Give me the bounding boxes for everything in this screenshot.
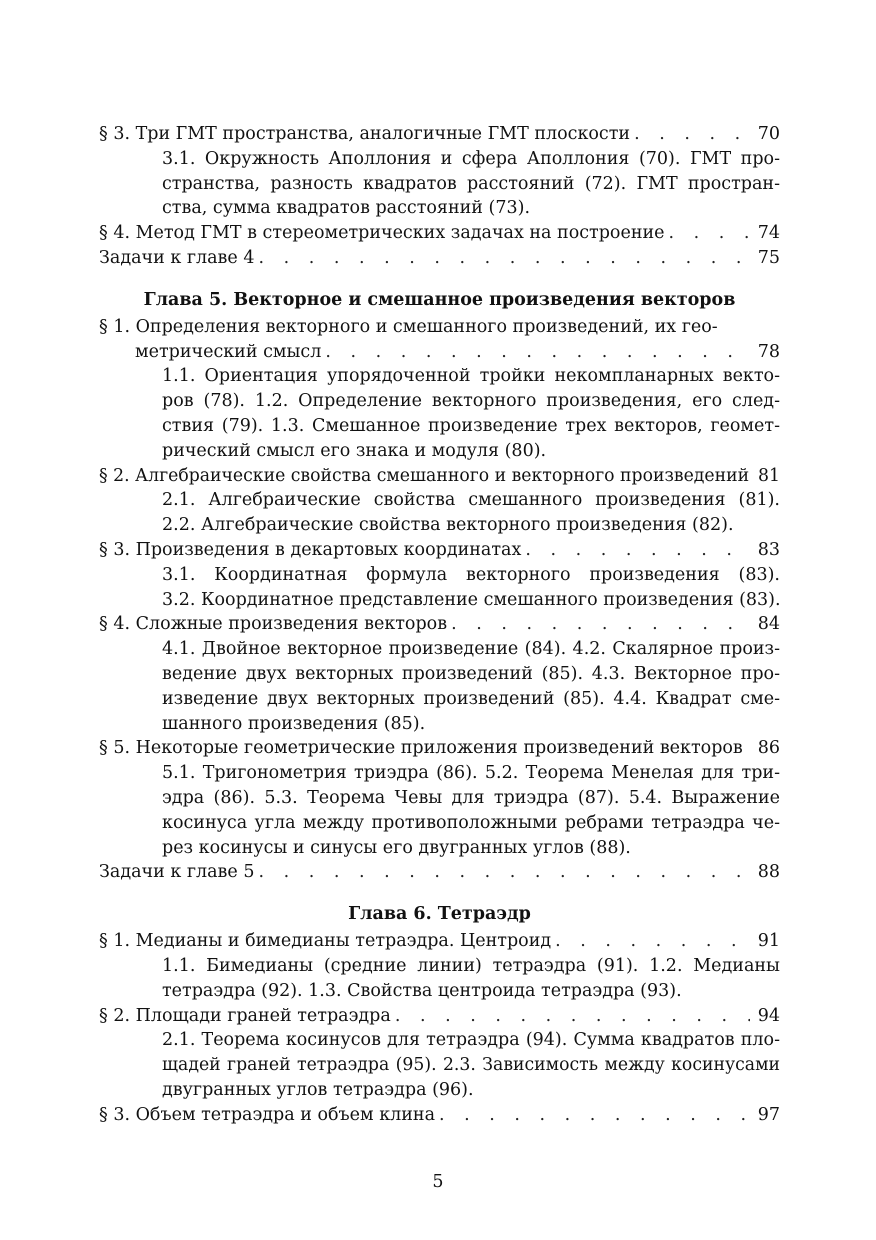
leader-dots (521, 538, 749, 563)
toc-subsection-text: ведение двух векторных произведений (85). 4.3. Векторное про- (162, 663, 780, 684)
leader-dots (254, 246, 749, 271)
toc-entry-title: § 3. Три ГМТ пространства, аналогичные ГМТ плоскости (99, 124, 631, 144)
toc-subsection-text: странства, разность квадратов расстояний (72). ГМТ простран- (162, 173, 780, 194)
toc-subsection-text: 2.1. Теорема косинусов для тетраэдра (94). Сумма квадратов пло- (162, 1030, 780, 1051)
leader-dots (665, 221, 750, 246)
toc-subsection-text: двугранных углов тетраэдра (96). (162, 1079, 474, 1100)
toc-entry-ch4-s4[interactable] (99, 221, 780, 246)
toc-subsection-line (99, 439, 780, 464)
toc-entry-title: § 1. Медианы и бимедианы тетраэдра. Центроид (99, 931, 552, 952)
toc-entry-title: Задачи к главе 5 (99, 862, 255, 883)
table-of-contents (99, 122, 780, 1127)
toc-subsection-line (99, 761, 780, 786)
toc-subsection-line (99, 1053, 780, 1078)
toc-entry-title: Задачи к главе 4 (99, 247, 255, 268)
toc-subsection-text: 4.1. Двойное векторное произведение (84). 4.2. Скалярное произ- (162, 639, 780, 660)
toc-subsection-text: эдра (86). 5.3. Теорема Чевы для триэдра (87). 5.4. Выражение (162, 787, 780, 808)
toc-entry-ch6-s3[interactable] (99, 1103, 780, 1128)
toc-subsection-text: изведение двух векторных произведений (85). 4.4. Квадрат сме- (162, 688, 780, 709)
toc-subsection-line (99, 1078, 780, 1103)
toc-subsection-line (99, 811, 780, 836)
toc-page-number: 75 (757, 247, 780, 268)
leader-dots (630, 122, 750, 147)
toc-entry-ch6-s2[interactable] (99, 1004, 780, 1029)
toc-subsection-line (99, 172, 780, 197)
toc-subsection-text: ров (78). 1.2. Определение векторного произведения, его след- (162, 391, 780, 412)
toc-entry-title: § 3. Произведения в декартовых координатах (99, 539, 522, 560)
toc-subsection-line (99, 836, 780, 861)
toc-subsection-line (99, 637, 780, 662)
toc-subsection-text: 3.2. Координатное представление смешанного произведения (83). (162, 589, 781, 610)
toc-subsection-text: 1.1. Ориентация упорядоченной тройки некомпланарных векто- (162, 366, 780, 387)
toc-subsection-line (99, 588, 780, 613)
toc-entry-title: § 3. Объем тетраэдра и объем клина (99, 1104, 436, 1125)
toc-subsection-line (99, 662, 780, 687)
toc-entry-title: § 4. Сложные произведения векторов (99, 614, 448, 635)
leader-dots (435, 1103, 750, 1128)
chapter-heading-5: Глава 5. Векторное и смешанное произведения векторов (143, 289, 736, 310)
toc-page-number: 86 (757, 738, 780, 759)
toc-entry-ch4-problems[interactable] (99, 246, 780, 271)
toc-subsection-line (99, 196, 780, 221)
leader-dots (391, 1004, 750, 1029)
toc-subsection-line (99, 563, 780, 588)
toc-entry-ch6-s1[interactable] (99, 929, 780, 954)
toc-entry-ch4-s3[interactable] (99, 122, 780, 147)
leader-dots (447, 612, 750, 637)
toc-subsection-line (99, 488, 780, 513)
toc-entry-ch5-s2[interactable] (99, 464, 780, 489)
toc-entry-ch5-problems[interactable] (99, 860, 780, 885)
toc-subsection-text: тетраэдра (92). 1.3. Свойства центроида тетраэдра (93). (162, 980, 682, 1001)
toc-page-number: 88 (757, 862, 780, 883)
toc-subsection-text: ствия (79). 1.3. Смешанное произведение трех векторов, геомет- (162, 415, 780, 436)
toc-entry-title-cont: метрический смысл (135, 341, 322, 362)
toc-page-number: 81 (758, 465, 780, 486)
toc-subsection-line (99, 389, 780, 414)
toc-entry-ch5-s1-line1[interactable] (99, 315, 780, 340)
toc-subsection-text: 2.1. Алгебраические свойства смешанного произведения (81). (162, 490, 780, 511)
toc-subsection-line (99, 513, 780, 538)
toc-subsection-text: косинуса угла между противоположными ребрами тетраэдра че- (162, 812, 780, 833)
toc-page-number: 83 (757, 539, 780, 560)
toc-subsection-line (99, 786, 780, 811)
toc-subsection-text: рез косинусы и синусы его двугранных углов (88). (162, 837, 631, 858)
toc-subsection-line (99, 414, 780, 439)
toc-subsection-text: шанного произведения (85). (162, 713, 426, 734)
toc-subsection-text: 5.1. Тригонометрия триэдра (86). 5.2. Теорема Менелая для три- (162, 763, 780, 784)
leader-dots (254, 860, 749, 885)
toc-subsection-line (99, 954, 780, 979)
leader-dots (321, 340, 749, 365)
chapter-heading-6: Глава 6. Тетраэдр (348, 904, 531, 925)
toc-entry-title: § 2. Площади граней тетраэдра (99, 1005, 391, 1026)
toc-subsection-text: 3.1. Координатная формула векторного произведения (83). (162, 564, 780, 585)
toc-subsection-line (99, 979, 780, 1004)
toc-page-number: 94 (757, 1005, 780, 1026)
toc-subsection-line (99, 687, 780, 712)
toc-page-number: 97 (757, 1104, 780, 1125)
toc-page-number: 70 (757, 124, 780, 144)
toc-entry-title: § 1. Определения векторного и смешанного произведений, их гео- (99, 316, 718, 337)
toc-subsection-text: 3.1. Окружность Аполлония и сфера Аполлония (70). ГМТ про- (162, 148, 780, 169)
toc-entry-ch5-s1-line2[interactable] (99, 340, 780, 365)
toc-subsection-text: 2.2. Алгебраические свойства векторного произведения (82). (162, 515, 734, 536)
leader-dots (551, 929, 750, 954)
toc-page-number: 91 (757, 931, 780, 952)
toc-page-number: 84 (757, 614, 780, 635)
toc-subsection-text: 1.1. Бимедианы (средние линии) тетраэдра (91). 1.2. Медианы (162, 955, 780, 976)
toc-subsection-line (99, 147, 780, 172)
toc-subsection-text: щадей граней тетраэдра (95). 2.3. Зависимость между косинусами (162, 1055, 780, 1076)
toc-subsection-text: рический смысл его знака и модуля (80). (162, 440, 547, 461)
toc-entry-ch5-s4[interactable] (99, 612, 780, 637)
toc-entry-title: § 5. Некоторые геометрические приложения произведений векторов (99, 738, 743, 759)
toc-entry-ch5-s3[interactable] (99, 538, 780, 563)
toc-entry-ch5-s5[interactable] (99, 736, 780, 761)
toc-page-number: 78 (757, 341, 780, 362)
page-number: 5 (432, 1172, 444, 1192)
toc-subsection-line (99, 364, 780, 389)
toc-subsection-line (99, 1028, 780, 1053)
toc-page-number: 74 (757, 223, 780, 244)
toc-subsection-line (99, 712, 780, 737)
toc-subsection-text: ства, сумма квадратов расстояний (73). (162, 198, 531, 219)
toc-entry-title: § 2. Алгебраические свойства смешанного и векторного произведений (99, 465, 750, 486)
toc-entry-title: § 4. Метод ГМТ в стереометрических задачах на построение (99, 223, 665, 244)
